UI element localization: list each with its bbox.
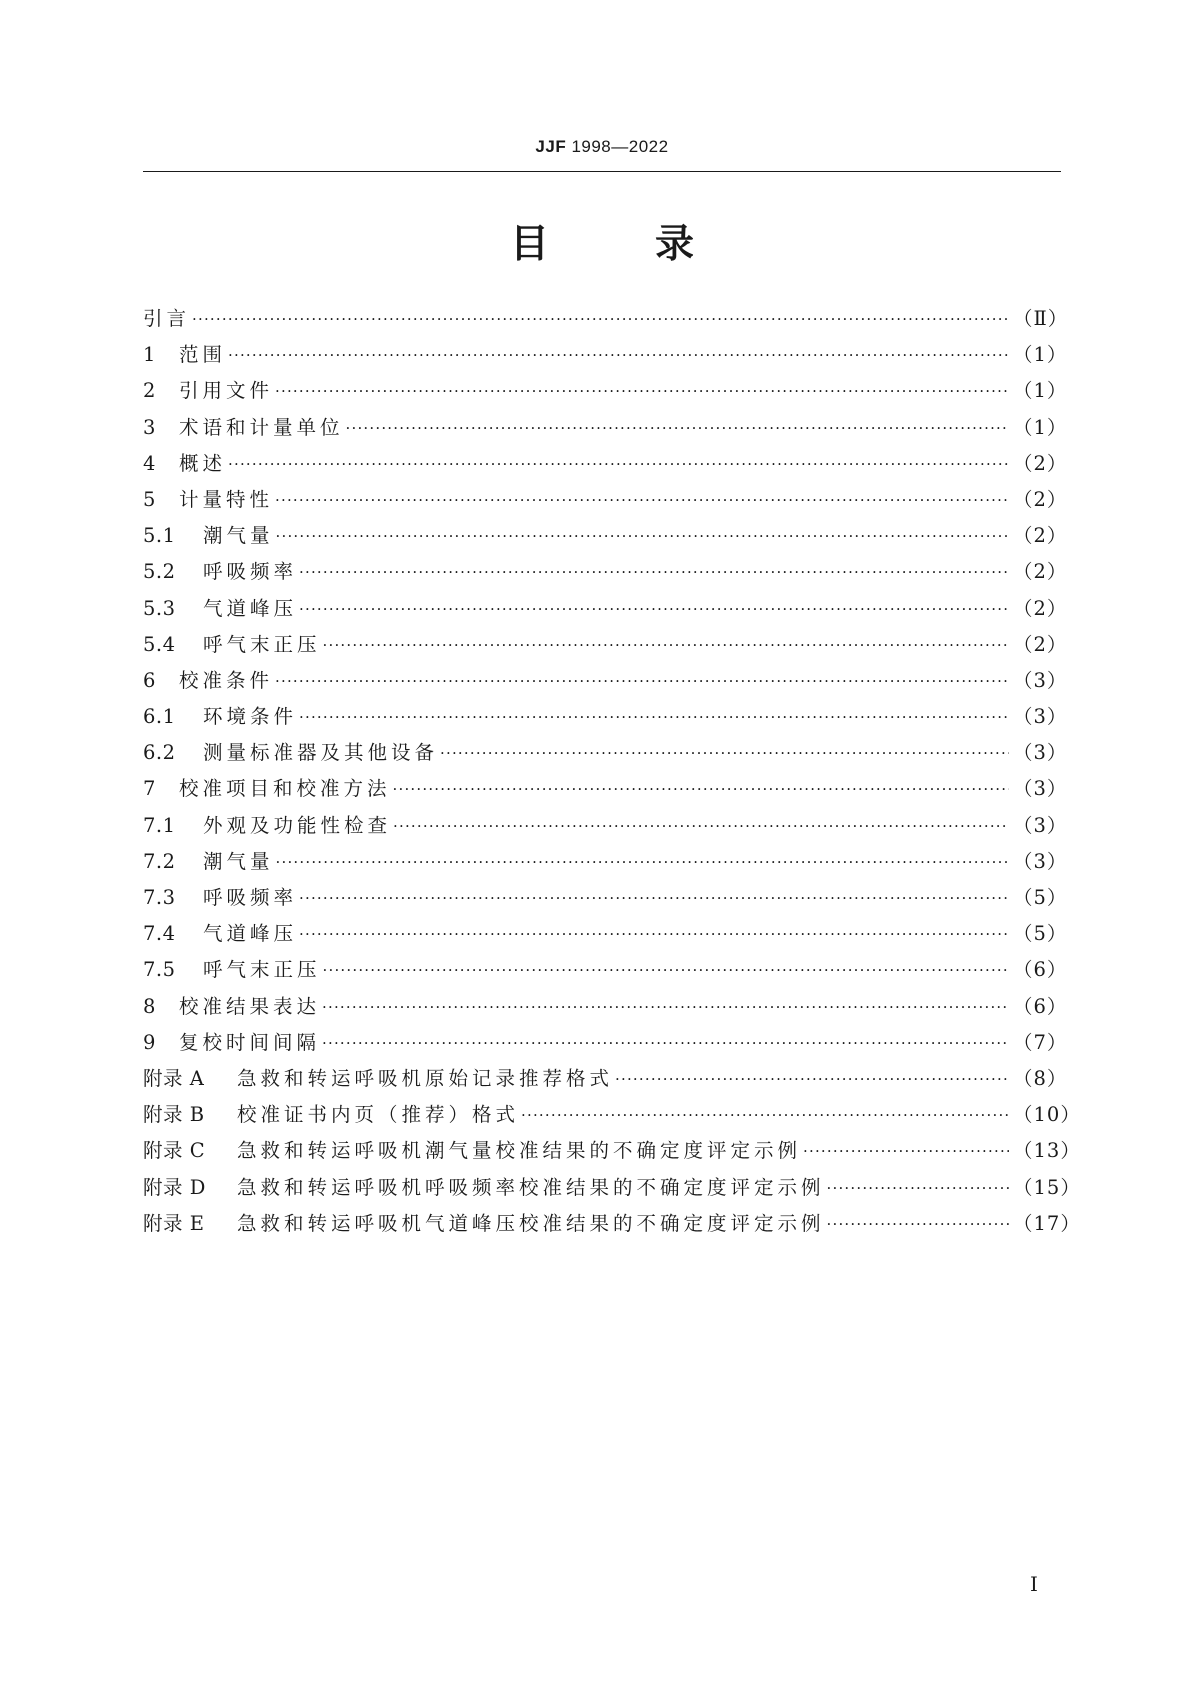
toc-entry-label: 外观及功能性检查: [203, 813, 392, 837]
toc-leader-dots: [299, 563, 1009, 581]
toc-leader-dots: [323, 636, 1009, 654]
toc-entry[interactable]: [143, 737, 1068, 773]
title-char-2: 录: [655, 222, 695, 267]
toc-entry[interactable]: [143, 520, 1068, 556]
toc-entry-number: 6.1: [143, 705, 176, 729]
toc-leader-dots: [276, 527, 1009, 545]
toc-entry[interactable]: [143, 1027, 1068, 1063]
toc-entry-number: 附录 C: [143, 1139, 206, 1163]
toc-entry-label: 呼吸频率: [203, 886, 298, 909]
toc-entry[interactable]: [143, 1063, 1068, 1099]
toc-entry-label: 校准条件: [179, 668, 274, 692]
toc-leader-dots: [299, 925, 1009, 943]
toc-leader-dots: [615, 1070, 1009, 1088]
toc-entry-page: （5）: [1013, 886, 1068, 909]
document-header: [143, 137, 1061, 157]
toc-leader-dots: [228, 455, 1009, 473]
toc-entry[interactable]: [143, 882, 1068, 918]
toc-leader-dots: [275, 491, 1009, 509]
toc-leader-dots: [393, 780, 1009, 798]
toc-entry[interactable]: [143, 665, 1068, 701]
toc-leader-dots: [275, 672, 1009, 690]
toc-entry-label: 呼气末正压: [203, 632, 321, 656]
toc-entry-page: （2）: [1013, 632, 1068, 656]
toc-entry-label: 急救和转运呼吸机气道峰压校准结果的不确定度评定示例: [237, 1211, 825, 1235]
toc-entry[interactable]: [143, 339, 1068, 375]
toc-entry-label: 气道峰压: [203, 922, 298, 946]
toc-entry-page: （1）: [1013, 415, 1068, 439]
toc-entry-number: 7.3: [143, 886, 176, 909]
toc-entry[interactable]: [143, 991, 1068, 1027]
toc-entry-page: （3）: [1013, 705, 1068, 729]
toc-entry[interactable]: [143, 629, 1068, 665]
toc-entry-label: 校准项目和校准方法: [179, 777, 391, 801]
toc-entry-number: 9: [143, 1030, 156, 1054]
toc-entry-label: 校准证书内页（推荐）格式: [237, 1103, 520, 1127]
toc-entry-number: 7.5: [143, 958, 176, 982]
toc-entry-label: 测量标准器及其他设备: [203, 741, 439, 765]
toc-entry-label: 急救和转运呼吸机潮气量校准结果的不确定度评定示例: [237, 1139, 802, 1163]
toc-leader-dots: [346, 419, 1009, 437]
toc-entry-page: （Ⅱ）: [1013, 307, 1069, 330]
toc-entry[interactable]: [143, 1208, 1081, 1244]
toc-entry-page: （2）: [1013, 524, 1068, 548]
toc-entry-number: 6: [143, 668, 156, 692]
toc-leader-dots: [228, 346, 1009, 364]
toc-entry-number: 4: [143, 451, 156, 475]
toc-leader-dots: [322, 1034, 1009, 1052]
toc-entry-label: 呼气末正压: [203, 958, 321, 982]
toc-entry[interactable]: [143, 448, 1068, 484]
toc-entry-label: 急救和转运呼吸机原始记录推荐格式: [237, 1066, 614, 1090]
toc-entry-label: 潮气量: [203, 524, 274, 548]
toc-entry-label: 术语和计量单位: [179, 415, 344, 439]
toc-entry-page: （5）: [1013, 922, 1068, 946]
toc-leader-dots: [299, 708, 1009, 726]
toc-entry-number: 5.3: [143, 596, 176, 620]
page-title: [143, 222, 1061, 268]
toc-entry-number: 3: [143, 415, 156, 439]
toc-entry-label: 环境条件: [203, 705, 298, 729]
toc-entry-page: （1）: [1013, 379, 1068, 403]
toc-leader-dots: [322, 998, 1009, 1016]
toc-entry[interactable]: [143, 954, 1068, 990]
toc-entry-number: 7.1: [143, 813, 176, 837]
toc-entry-number: 附录 A: [143, 1066, 205, 1090]
toc-entry[interactable]: [143, 846, 1068, 882]
toc-entry-number: 7.4: [143, 922, 176, 946]
toc-entry-number: 1: [143, 343, 156, 367]
table-of-contents: [143, 303, 1081, 1244]
toc-entry-page: （6）: [1013, 994, 1068, 1018]
toc-entry-page: （2）: [1013, 451, 1068, 475]
header-divider: [143, 171, 1061, 172]
toc-entry[interactable]: [143, 303, 1069, 339]
toc-leader-dots: [299, 600, 1009, 618]
toc-entry-page: （17）: [1013, 1211, 1081, 1235]
toc-entry-page: （2）: [1013, 596, 1068, 620]
toc-entry-number: 5.4: [143, 632, 176, 656]
toc-entry-page: （7）: [1013, 1030, 1068, 1054]
toc-entry-number: 附录 E: [143, 1211, 205, 1235]
toc-entry-page: （8）: [1013, 1066, 1068, 1090]
toc-entry-page: （2）: [1013, 560, 1068, 584]
toc-entry-number: 5: [143, 487, 156, 511]
standard-number: 1998—2022: [571, 137, 669, 156]
toc-entry-page: （3）: [1013, 741, 1068, 765]
toc-entry[interactable]: [143, 375, 1068, 411]
toc-leader-dots: [393, 817, 1009, 835]
toc-entry-label: 概述: [179, 451, 227, 475]
toc-leader-dots: [299, 889, 1009, 907]
toc-entry[interactable]: [143, 810, 1068, 846]
toc-entry-page: （15）: [1013, 1175, 1081, 1199]
toc-entry[interactable]: [143, 1172, 1081, 1208]
toc-entry[interactable]: [143, 1099, 1081, 1135]
toc-entry-label: 范围: [179, 343, 227, 367]
toc-entry-label: 呼吸频率: [203, 560, 298, 584]
toc-entry-label: 引用文件: [179, 379, 274, 403]
toc-entry-label: 复校时间间隔: [179, 1030, 321, 1054]
toc-leader-dots: [803, 1142, 1009, 1160]
toc-entry[interactable]: [143, 701, 1068, 737]
toc-entry[interactable]: [143, 412, 1068, 448]
toc-entry-number: 附录 B: [143, 1103, 205, 1127]
toc-leader-dots: [521, 1106, 1009, 1124]
toc-entry[interactable]: [143, 1135, 1081, 1171]
toc-entry-label: 气道峰压: [203, 596, 298, 620]
title-char-1: 目: [509, 222, 549, 267]
toc-entry-page: （6）: [1013, 958, 1068, 982]
toc-leader-dots: [276, 853, 1009, 871]
toc-leader-dots: [440, 744, 1009, 762]
toc-entry[interactable]: [143, 484, 1068, 520]
toc-entry-page: （3）: [1013, 849, 1068, 873]
toc-entry[interactable]: [143, 773, 1068, 809]
toc-entry-number: 8: [143, 994, 156, 1018]
toc-entry-page: （1）: [1013, 343, 1068, 367]
toc-leader-dots: [827, 1215, 1009, 1233]
toc-entry-number: 6.2: [143, 741, 176, 765]
toc-entry[interactable]: [143, 593, 1068, 629]
toc-entry-number: 5.2: [143, 560, 176, 584]
toc-entry-number: 5.1: [143, 524, 176, 548]
toc-leader-dots: [275, 382, 1009, 400]
toc-entry-number: 2: [143, 379, 156, 403]
toc-entry-label: 引言: [143, 307, 191, 330]
toc-entry-label: 计量特性: [179, 487, 274, 511]
toc-entry-page: （13）: [1013, 1139, 1081, 1163]
toc-leader-dots: [827, 1179, 1009, 1197]
toc-entry-label: 急救和转运呼吸机呼吸频率校准结果的不确定度评定示例: [237, 1175, 825, 1199]
toc-entry-page: （2）: [1013, 487, 1068, 511]
toc-entry-number: 7: [143, 777, 156, 801]
toc-entry-page: （10）: [1013, 1103, 1081, 1127]
toc-entry-page: （3）: [1013, 813, 1068, 837]
toc-entry-number: 7.2: [143, 849, 176, 873]
page-number: Ⅰ: [1030, 1572, 1038, 1596]
toc-leader-dots: [323, 961, 1009, 979]
toc-entry-label: 校准结果表达: [179, 994, 321, 1018]
toc-entry-page: （3）: [1013, 777, 1068, 801]
toc-entry-page: （3）: [1013, 668, 1068, 692]
toc-entry-label: 潮气量: [203, 849, 274, 873]
toc-entry[interactable]: [143, 918, 1068, 954]
standard-prefix: JJF: [535, 137, 567, 156]
toc-entry[interactable]: [143, 556, 1068, 592]
toc-leader-dots: [192, 310, 1009, 328]
toc-entry-number: 附录 D: [143, 1175, 206, 1199]
